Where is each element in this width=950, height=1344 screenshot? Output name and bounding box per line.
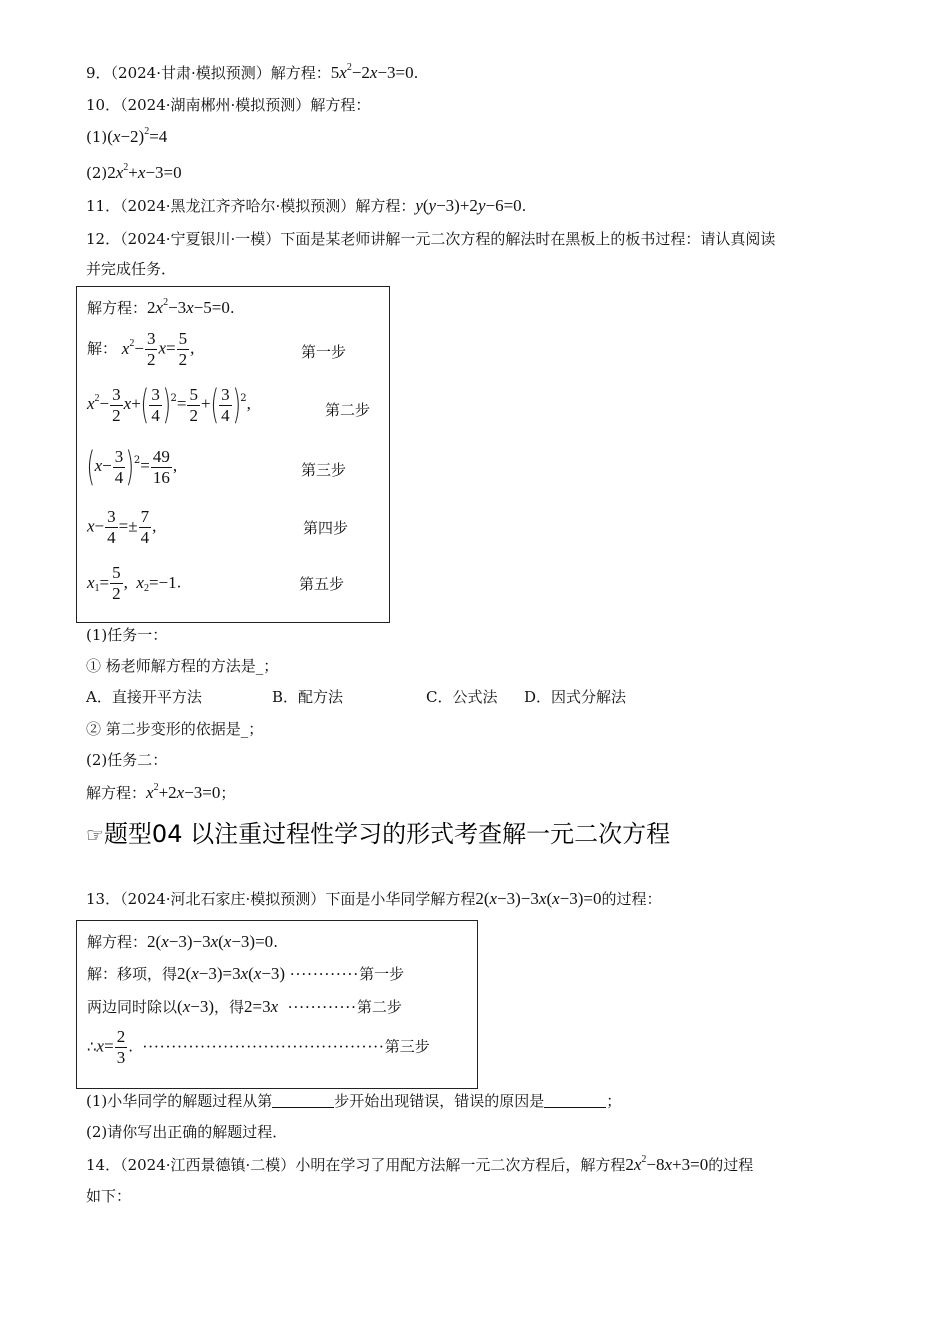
question-11: 11．（2024·黑龙江齐齐哈尔·模拟预测）解方程：y(y−3)+2y−6=0. (86, 196, 527, 215)
hand-pointer-icon: ☞ (86, 823, 104, 847)
q12-sub-2: ② 第二步变形的依据是_； (86, 720, 264, 738)
q12-sub-1: ① 杨老师解方程的方法是_； (86, 657, 279, 675)
question-14: 14．（2024·江西景德镇·二模）小明在学习了用配方法解一元二次方程后，解方程$2x^2-8x+3=0$的过程 (86, 1154, 754, 1174)
board-line-5: x− $\frac{3}{4}$ =± $\frac{7}{4}$ , (87, 507, 157, 547)
q13-answer-2: (2)请你写出正确的解题过程． (86, 1123, 288, 1141)
q13-box-line-2: 解：移项，得2(x−3)=3x(x−3) ············第一步 (87, 964, 405, 983)
q12-option-c: C．公式法 (426, 688, 498, 706)
board-line-6: $x_1=$ $\frac{5}{2}$ , $x_2=-1$. (87, 563, 182, 603)
question-9: 9．（2024·甘肃·模拟预测）解方程：$5x^2-2x-3=0$. (86, 62, 419, 82)
board-step-3: 第三步 (301, 461, 347, 479)
question-10: 10．（2024·湖南郴州·模拟预测）解方程： (86, 96, 371, 114)
q13-box-line-4: ∴x= $\frac{2}{3}$ . ··········································第三步 (87, 1027, 430, 1067)
q10-part-2: $(2)2x^2+x-3=0$ (86, 162, 182, 182)
q9-source: （2024·甘肃·模拟预测） (110, 64, 271, 82)
q13-box-line-1: 解方程：2(x−3)−3x(x−3)=0. (87, 932, 278, 951)
q14-text-cont: 如下： (86, 1187, 132, 1205)
q12-option-b: B．配方法 (272, 688, 344, 706)
q12-task-2-equation: 解方程：$x^2+2x-3=0$； (86, 782, 236, 802)
board-line-2: 解： $x^2-$ $\frac{3}{2}$ x= $\frac{5}{2}$ , (87, 329, 195, 369)
question-12: 12．（2024·宁夏银川·一模）下面是某老师讲解一元二次方程的解法时在黑板上的板书过程：请认真阅读 (86, 230, 776, 248)
q12-task-1: (1)任务一： (86, 626, 168, 644)
question-13: 13．（2024·河北石家庄·模拟预测）下面是小华同学解方程2(x−3)−3x(x−3)=0的过程： (86, 889, 662, 908)
board-step-2: 第二步 (325, 401, 371, 419)
q12-option-a: A．直接开平方法 (86, 688, 202, 706)
q12-text-cont: 并完成任务． (86, 260, 177, 278)
board-step-1: 第一步 (301, 343, 347, 361)
section-heading (86, 814, 670, 849)
board-step-5: 第五步 (299, 575, 345, 593)
q9-number: 9． (86, 64, 111, 82)
q10-part-1: $(1)(x-2)^2=4$ (86, 126, 168, 146)
q12-task-2: (2)任务二： (86, 751, 168, 769)
q13-answer-1: (1)小华同学的解题过程从第 步开始出现错误，错误的原因是 ； (86, 1092, 622, 1110)
board-line-4: (x− $\frac{3}{4}$ )$^2$= $\frac{49}{16}$ , (86, 444, 178, 490)
q9-text: 解方程： (270, 64, 331, 82)
board-line-1: 解方程：$2x^2-3x-5=0$. (87, 297, 235, 317)
q12-option-d: D．因式分解法 (524, 688, 627, 706)
q13-box-line-3: 两边同时除以(x−3)，得2=3x ············第二步 (87, 997, 402, 1016)
q9-equation: $5x^2-2x-3=0$ (330, 62, 414, 82)
q12-blackboard (76, 286, 390, 623)
section-title: 题型04 以注重过程性学习的形式考查解一元二次方程 (103, 820, 671, 848)
board-line-3: $x^2-$ $\frac{3}{2}$ x+( $\frac{3}{4}$ )$^2$= $\frac{5}{2}$ +( $\frac{3}{4}$ )$^2$, (87, 382, 251, 428)
q13-solution-box (76, 920, 478, 1089)
board-step-4: 第四步 (303, 519, 349, 537)
